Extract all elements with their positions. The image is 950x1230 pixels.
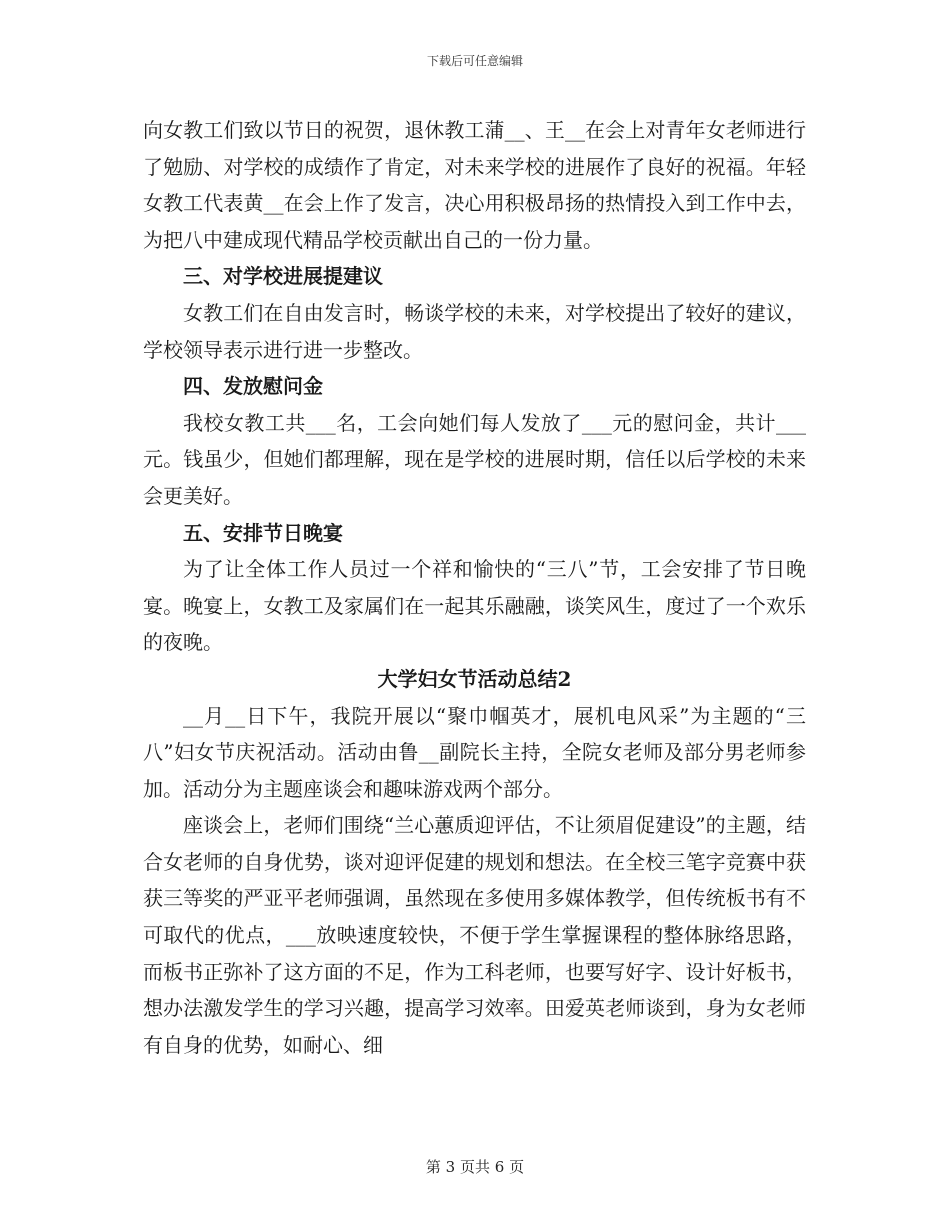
paragraph-banquet: 为了让全体工作人员过一个祥和愉快的“三八”节，工会安排了节日晚宴。晚宴上，女教工及家属们在一起其乐融融，谈笑风生，度过了一个欢乐的夜晚。	[143, 557, 806, 655]
page-header-note: 下载后可任意编辑	[426, 54, 523, 68]
paragraph-activity-intro: __月__日下午，我院开展以“聚巾帼英才，展机电风采”为主题的“三八”妇女节庆祝活动。活动由鲁__副院长主持，全院女老师及部分男老师参加。活动分为主题座谈会和趣味游戏两个部分。	[143, 703, 806, 801]
section-heading-4: 四、发放慰问金	[183, 374, 323, 399]
section-heading-3: 三、对学校进展提建议	[183, 264, 383, 289]
section-heading-5: 五、安排节日晚宴	[183, 520, 343, 545]
paragraph-symposium: 座谈会上，老师们围绕“兰心蕙质迎评估，不让须眉促建设”的主题，结合女老师的自身优势，谈对迎评促建的规划和想法。在全校三笔字竞赛中获获三等奖的严亚平老师强调，虽然现在多使用多媒体教学，但传统板书有不可取代的优点，___放映速度较快，不便于学生掌握课程的整体脉络思路，而板书正弥补了这方面的不足，作为工科老师，也要写好字、设计好板书，想办法激发学生的学习兴趣，提高学习效率。田爱英老师谈到，身为女老师有自身的优势，如耐心、细	[143, 813, 806, 1057]
page-number: 第 3 页共 6 页	[425, 1158, 525, 1176]
document-body	[143, 112, 806, 1063]
document-title-2: 大学妇女节活动总结2	[377, 666, 572, 691]
paragraph-continuation: 向女教工们致以节日的祝贺，退休教工蒲__、王__在会上对青年女老师进行了勉励、对学校的成绩作了肯定，对未来学校的进展作了良好的祝福。年轻女教工代表黄__在会上作了发言，决心用积极昂扬的热情投入到工作中去，为把八中建成现代精品学校贡献出自己的一份力量。	[143, 118, 806, 252]
paragraph-suggestions: 女教工们在自由发言时，畅谈学校的未来，对学校提出了较好的建议，学校领导表示进行进一步整改。	[143, 300, 806, 362]
paragraph-condolence-money: 我校女教工共___名，工会向她们每人发放了___元的慰问金，共计___元。钱虽少，但她们都理解，现在是学校的进展时期，信任以后学校的未来会更美好。	[143, 410, 806, 508]
